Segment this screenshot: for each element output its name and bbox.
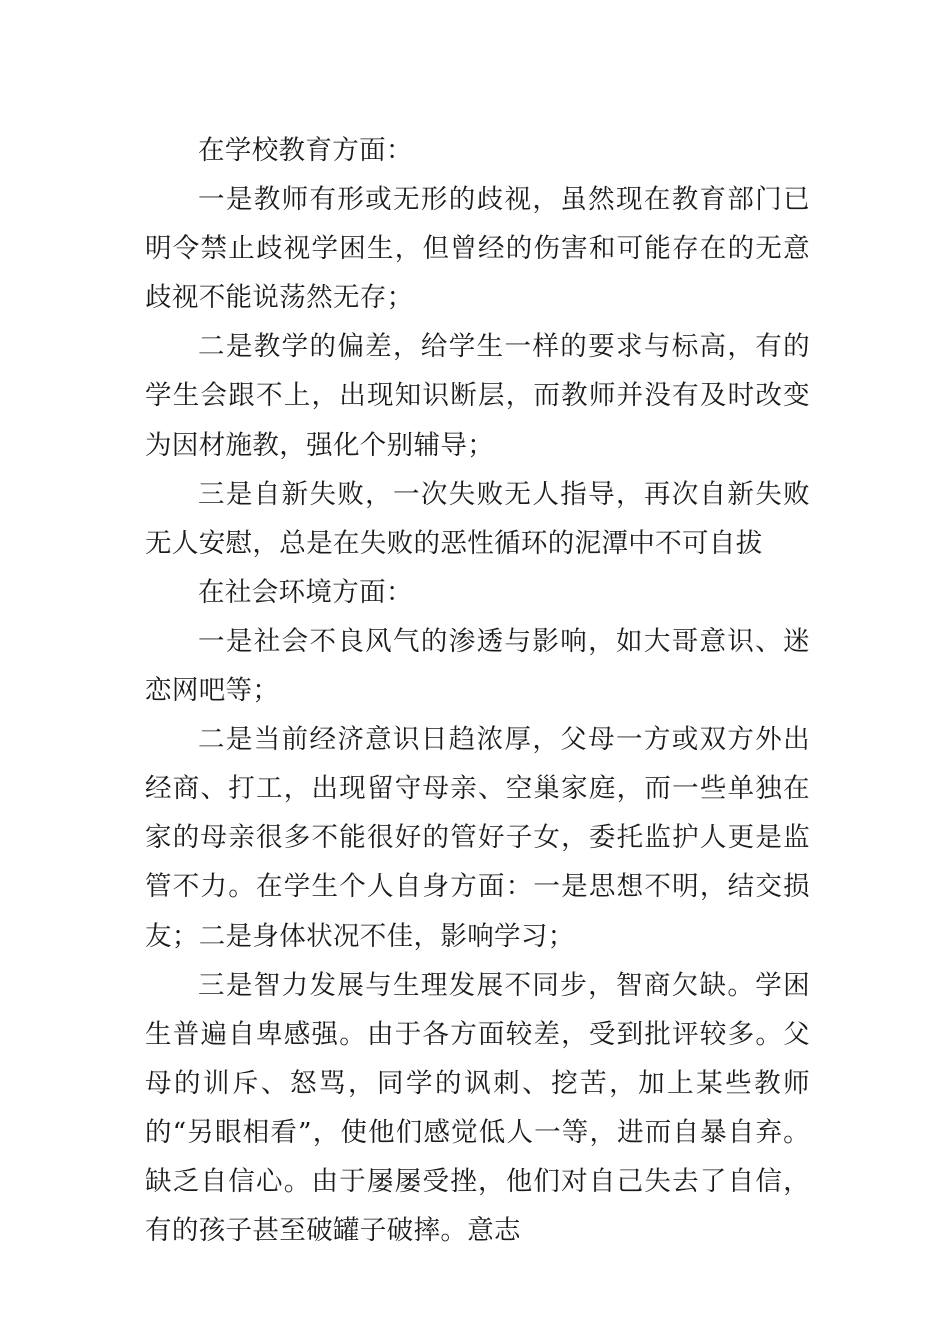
paragraph-personal-3: 三是智力发展与生理发展不同步，智商欠缺。学困生普遍自卑感强。由于各方面较差，受到批评较多。父母的训斥、怒骂，同学的讽刺、挖苦，加上某些教师的“另眼相看”，使他们感觉低人一等，进而自暴自弃。缺乏自信心。由于屡屡受挫，他们对自己失去了自信，有的孩子甚至破罐子破摔。意志 [145,969,810,1247]
document-body [145,126,810,1255]
paragraph-school-3: 三是自新失败，一次失败无人指导，再次自新失败无人安慰，总是在失败的恶性循环的泥潭中不可自拔 [145,478,810,559]
paragraph-society-heading: 在社会环境方面： [198,576,413,608]
paragraph-society-2: 二是当前经济意识日趋浓厚，父母一方或双方外出经商、打工，出现留守母亲、空巢家庭，而一些单独在家的母亲很多不能很好的管好子女，委托监护人更是监管不力。在学生个人自身方面：一是思想不明，结交损友；二是身体状况不佳，影响学习； [145,724,810,952]
paragraph-school-1: 一是教师有形或无形的歧视，虽然现在教育部门已明令禁止歧视学困生，但曾经的伤害和可能存在的无意歧视不能说荡然无存； [145,184,810,314]
paragraph-school-heading: 在学校教育方面： [198,135,413,166]
paragraph-school-2: 二是教学的偏差，给学生一样的要求与标高，有的学生会跟不上，出现知识断层，而教师并没有及时改变为因材施教，强化个别辅导； [145,331,810,461]
paragraph-society-1: 一是社会不良风气的渗透与影响，如大哥意识、迷恋网吧等； [145,625,810,707]
